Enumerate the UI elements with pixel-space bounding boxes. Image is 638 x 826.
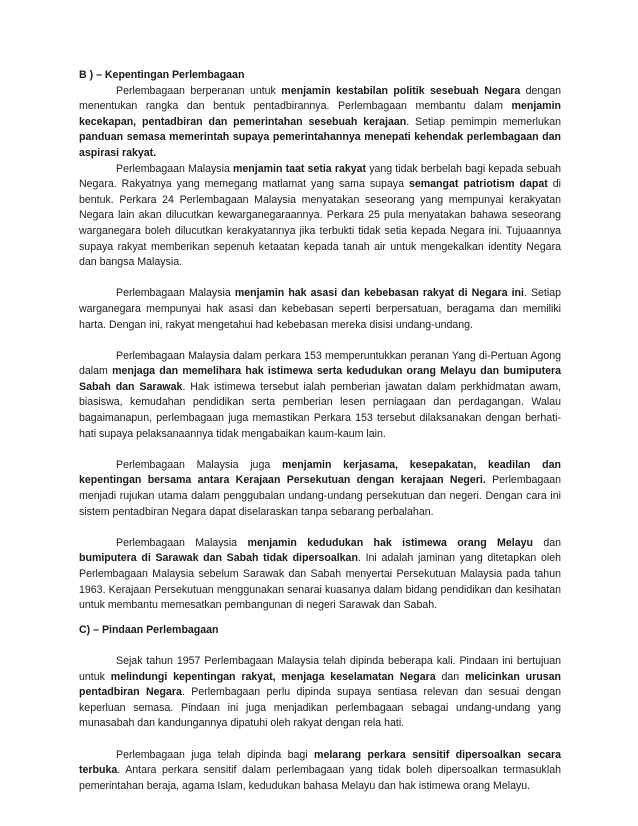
bold-phrase: menjamin kerjasama, kesepakatan, keadilan dan kepentingan bersama antara Kerajaan Persekutuan dengan kerajaan Negeri. [79,458,561,487]
text-run: . Antara perkara sensitif dalam perlembagaan yang tidak boleh dipersoalkan termasuklah pemerintahan beraja, agama Islam, kedudukan bahasa Melayu dan hak istimewa orang Melayu. [79,764,561,792]
bold-phrase: melicinkan urusan pentadbiran Negara [79,670,562,699]
bold-phrase: melindungi kepentingan rakyat, menjaga keselamatan Negara [110,670,436,683]
section-b-paragraph [79,84,561,162]
text-run: . Perlembagaan perlu dipinda supaya sentiasa relevan dan sesuai dengan keperluan semasa. Pindaan ini juga menjadikan perlembagaan sebagai undang-undang yang munasabah dan kandungannya dipatuhi oleh rakyat dengan rela hati. [79,686,561,730]
text-run: Perlembagaan juga telah dipinda bagi [116,748,315,761]
bold-phrase: menjamin kestabilan politik sesebuah Negara [281,84,521,97]
section-b-paragraph [79,162,561,271]
section-c-paragraph [79,748,561,795]
section-b-paragraph [79,536,561,614]
bold-phrase: melarang perkara sensitif dipersoalkan secara terbuka [79,748,561,777]
text-run: . Setiap pemimpin memerlukan [406,115,561,128]
text-run: dan [435,670,466,683]
text-run: Perlembagaan Malaysia dalam perkara 153 memperuntukkan peranan Yang di-Pertuan Agong dalam [79,349,561,378]
section-b-paragraph [79,286,561,333]
text-run: yang tidak berbelah bagi kepada sebuah Negara. Rakyatnya yang memegang matlamat yang sama supaya [79,162,562,191]
text-run: di bentuk. Perkara 24 Perlembagaan Malaysia menyatakan seseorang yang mempunyai kerakyatan Negara lain akan dilucutkan kewarganegaraannya. Perkara 25 pula menyatakan bahawa seseorang warganegara boleh dilucutkan kerakyatannya jika terbukti tidak setia kepada Negara ini. Tujuaannya supaya rakyat memberikan sepenuh ketaatan kepada tanah air untuk mengekalkan identity Negara dan bangsa Malaysia. [79,178,561,269]
text-run: Perlembagaan Malaysia juga [116,458,282,471]
text-run: Perlembagaan menjadi rujukan utama dalam penggubalan undang-undang persekutuan dan negeri. Dengan cara ini sistem pentadbiran Negara dapat diselaraskan tanpa sebarang perbalahan. [79,474,562,518]
bold-phrase: menjaga dan memelihara hak istimewa serta kedudukan orang Melayu dan bumiputera Sabah dan Sarawak [79,365,562,393]
text-run: Sejak tahun 1957 Perlembagaan Malaysia telah dipinda beberapa kali. Pindaan ini bertujuan untuk [79,654,561,683]
section-c-paragraph [79,654,561,732]
section-b-paragraph [79,349,561,443]
section-b-paragraph [79,458,561,520]
bold-phrase: menjamin hak asasi dan kebebasan rakyat di Negara ini [234,287,524,300]
bold-phrase: menjamin kedudukan hak istimewa orang Melayu [247,536,533,549]
bold-phrase: bumiputera di Sarawak dan Sabah tidak dipersoalkan [79,552,358,565]
text-run: . Setiap warganegara mempunyai hak asasi dan kebebasan seperti berpersatuan, beragama dan memiliki harta. Dengan ini, rakyat mengetahui had kebebasan mereka disisi undang-undang. [79,287,561,331]
bold-phrase: panduan semasa memerintah supaya pemerintahannya menepati kehendak perlembagaan dan aspirasi rakyat. [79,131,561,159]
bold-phrase: menjamin kecekapan, pentadbiran dan pemerintahan sesebuah kerajaan [79,100,561,128]
text-run: . Ini adalah jaminan yang ditetapkan oleh Perlembagaan Malaysia sebelum Sarawak dan Sabah menyertai Persekutuan Malaysia pada tahun 1963. Kerajaan Persekutuan menggunakan senarai kuasanya dalam bidang pendidikan dan kesihatan untuk membantu memesatkan pembangunan di negeri Sarawak dan Sabah. [79,552,561,612]
bold-phrase: menjamin taat setia rakyat [232,162,367,175]
text-run: Perlembagaan Malaysia [116,162,233,175]
text-run: Perlembagaan Malaysia [116,287,235,300]
section-c-heading: C) – Pindaan Perlembagaan [79,623,219,636]
bold-phrase: semangat patriotism dapat [408,178,548,191]
section-b-heading: B ) – Kepentingan Perlembagaan [79,69,245,81]
text-run: dengan menentukan rangka dan bentuk pentadbirannya. Perlembagaan membantu dalam [79,84,561,113]
text-run: dan [532,536,562,549]
text-run: . Hak istimewa tersebut ialah pemberian jawatan dalam perkhidmatan awam, biasiswa, kemudahan pendidikan serta pemberian lesen perniagaan dan perdagangan. Walau bagaimanapun, perlembagaan juga memastikan Perkara 153 tersebut dilaksanakan dengan berhati-hati supaya pelaksanaannya tidak mengabaikan kaum-kaum lain. [79,380,562,440]
text-run: Perlembagaan berperanan untuk [116,84,282,97]
document-page [79,68,561,794]
text-run: Perlembagaan Malaysia [116,536,248,549]
